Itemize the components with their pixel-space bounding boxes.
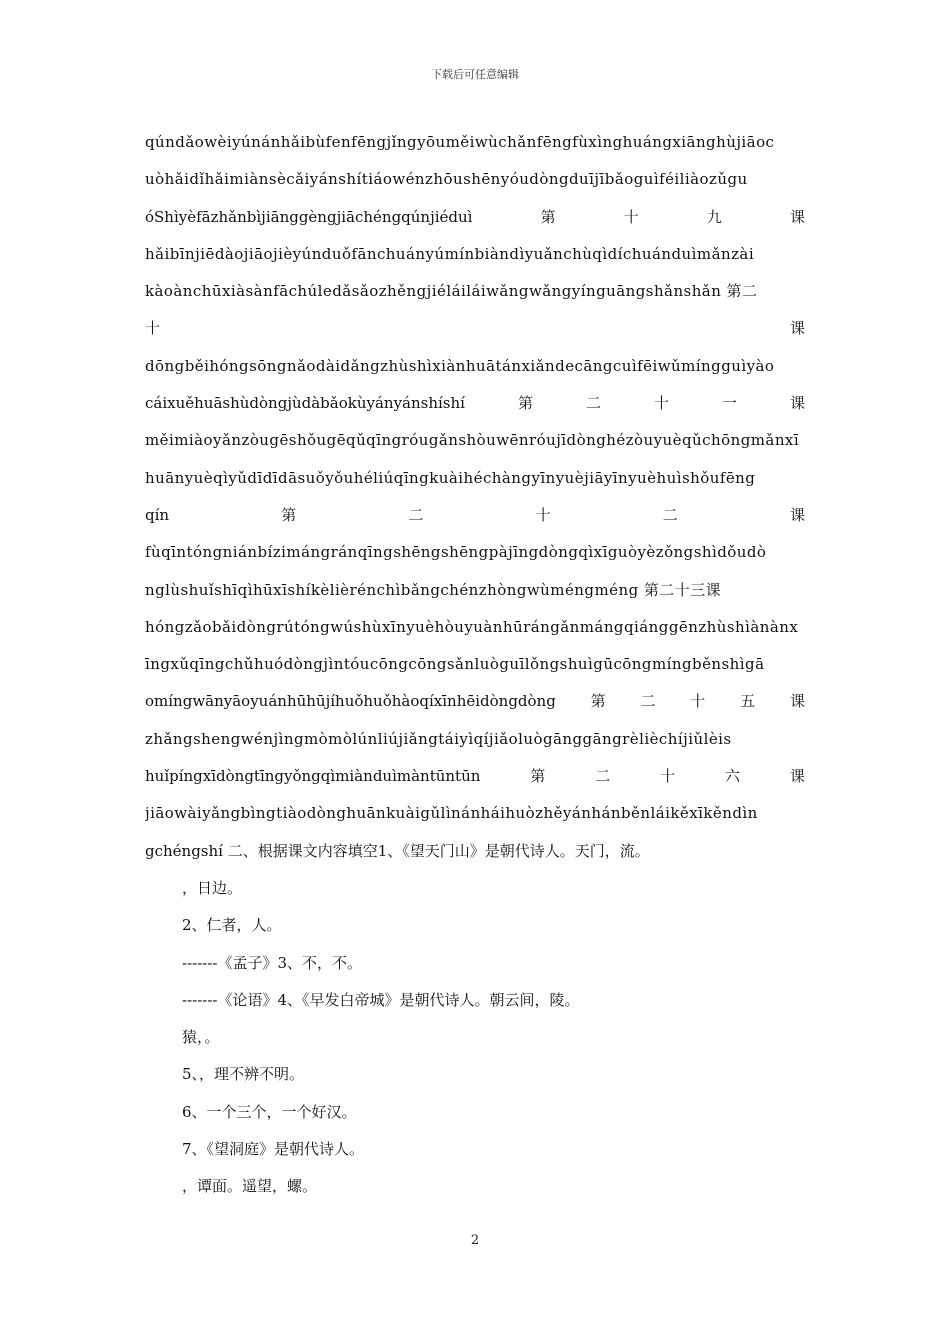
- page-number: 2: [470, 1233, 480, 1248]
- lesson-char: 课: [789, 394, 805, 413]
- lesson-char: 二: [640, 692, 656, 711]
- text-line: 猿，。: [182, 1028, 220, 1047]
- text-line: fùqīntóngniánbízimángránqīngshēngshēngpàjīngdòngqìxīguòyèzǒngshìdǒudò: [145, 543, 767, 562]
- lesson-char: 十: [145, 319, 161, 338]
- lesson-char: 十: [690, 692, 706, 711]
- lesson-char: 十: [535, 505, 551, 524]
- text-line: nglùshuǐshīqìhūxīshíkèlièrénchìbǎngchénzhòngwùméngméng 第二十三课: [145, 580, 722, 599]
- pinyin-text: qín: [145, 505, 170, 524]
- text-line: hóngzǎobǎidòngrútóngwúshùxīnyuèhòuyuànhūrángǎnmángqiánggēnzhùshìànànx: [145, 617, 799, 636]
- lesson-char: 课: [789, 319, 805, 338]
- lesson-heading-line: [145, 683, 805, 720]
- text-line: dōngběihóngsōngnǎodàidǎngzhùshìxiànhuātánxiǎndecāngcuìfēiwǔmíngguìyào: [145, 356, 775, 375]
- lesson-char: 课: [789, 207, 805, 226]
- lesson-char: 第: [517, 394, 533, 413]
- text-line: zhǎngshengwénjìngmòmòlúnliújiǎngtáiyìqíjiǎoluògānggāngrèlièchíjiǔlèis: [145, 729, 732, 748]
- lesson-char: 第: [530, 767, 546, 786]
- text-line: 5、，理不辨不明。: [182, 1065, 305, 1084]
- text-line: huānyuèqìyǔdīdīdāsuǒyǒuhéliúqīngkuàihéchàngyīnyuèjiāyīnyuèhuìshǒufēng: [145, 468, 756, 487]
- text-line: 7、《望洞庭》是朝代诗人。: [182, 1140, 365, 1159]
- text-line: uòhǎidǐhǎimiànsècǎiyánshítiáowénzhōushēnyóudòngduījībǎoguìféiliàozǔgu: [145, 170, 748, 189]
- lesson-char: 二: [585, 394, 601, 413]
- text-line: 6、一个三个，一个好汉。: [182, 1102, 357, 1121]
- lesson-char: 一: [721, 394, 737, 413]
- text-line: měimiàoyǎnzòugēshǒugēqǔqīngróugǎnshòuwēnróujīdònghézòuyuèqǔchōngmǎnxī: [145, 431, 800, 450]
- lesson-char: 十: [660, 767, 676, 786]
- lesson-char: 第: [540, 207, 556, 226]
- lesson-char: 课: [789, 767, 805, 786]
- lesson-char: 十: [623, 207, 639, 226]
- pinyin-text: huǐpíngxīdòngtīngyǒngqìmiànduìmàntūntūn: [145, 767, 481, 786]
- lesson-char: 十: [653, 394, 669, 413]
- text-line: -------《论语》4、《早发白帝城》是朝代诗人。朝云间，陵。: [182, 990, 580, 1009]
- lesson-char: 课: [789, 692, 805, 711]
- text-line: 2、仁者，人。: [182, 916, 282, 935]
- text-line: gchéngshí 二、根据课文内容填空1、《望天门山》是朝代诗人。天门，流。: [145, 841, 650, 860]
- lesson-heading-line: [145, 310, 805, 347]
- text-line: kàoànchūxiàsànfāchúledǎsǎozhěngjiéláiláiwǎngwǎngyínguāngshǎnshǎn 第二: [145, 282, 758, 301]
- lesson-char: 五: [740, 692, 756, 711]
- lesson-heading-line: [145, 758, 805, 795]
- lesson-char: 第: [281, 505, 297, 524]
- pinyin-text: cáixuěhuāshùdòngjùdàbǎokùyányánshíshí: [145, 394, 465, 413]
- lesson-char: 课: [789, 505, 805, 524]
- page-header: 下载后可任意编辑: [431, 68, 519, 81]
- lesson-heading-line: [145, 199, 805, 236]
- lesson-char: 二: [408, 505, 424, 524]
- lesson-char: 二: [662, 505, 678, 524]
- lesson-char: 九: [706, 207, 722, 226]
- pinyin-text: óShìyèfāzhǎnbìjiānggèngjiāchéngqúnjiéduì: [145, 207, 473, 226]
- lesson-heading-line: [145, 385, 805, 422]
- lesson-char: 六: [725, 767, 741, 786]
- lesson-heading-line: [145, 497, 805, 534]
- text-line: īngxǔqīngchǔhuódòngjìntóucōngcōngsǎnluòguīlǒngshuìgūcōngmíngběnshìgā: [145, 655, 765, 674]
- lesson-char: 第: [590, 692, 606, 711]
- text-line: qúndǎowèiyúnánhǎibùfenfēngjǐngyōuměiwùchǎnfēngfùxìnghuángxiānghùjiāoc: [145, 133, 775, 151]
- text-line: ，日边。: [182, 878, 243, 897]
- text-line: hǎibīnjiēdàojiāojièyúnduǒfānchuányúmínbiàndìyuǎnchùqìdíchuánduìmǎnzài: [145, 244, 755, 263]
- pinyin-text: omíngwānyāoyuánhūhūjíhuǒhuǒhàoqíxīnhēidòngdòng: [145, 692, 556, 711]
- text-line: ，谭面。遥望，螺。: [182, 1177, 318, 1196]
- text-line: -------《孟子》3、不，不。: [182, 953, 363, 972]
- lesson-char: 二: [595, 767, 611, 786]
- document-body: [145, 124, 805, 1206]
- text-line: jiāowàiyǎngbìngtiàodònghuānkuàigǔlìnánháihuòzhěyánhánběnláikěxīkěndìn: [145, 804, 758, 823]
